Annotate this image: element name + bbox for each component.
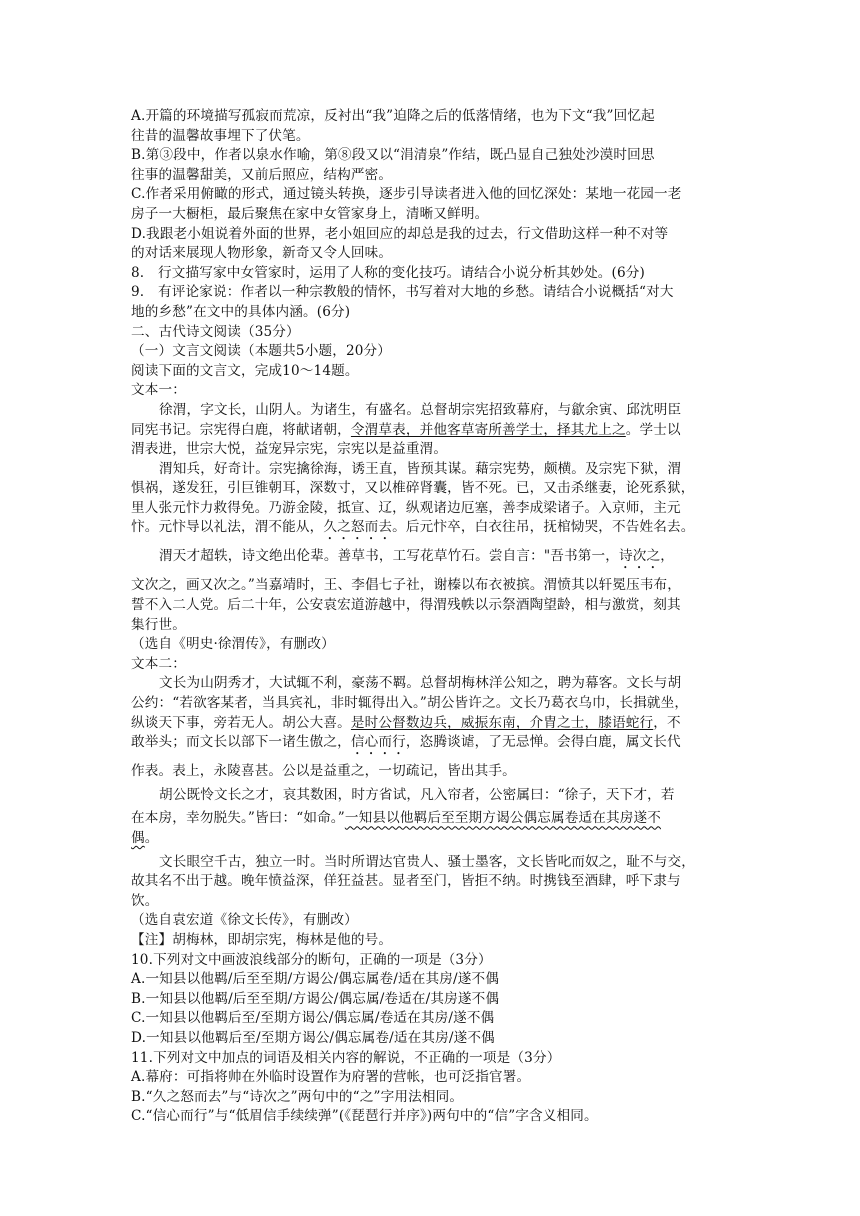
text-line: C.作者采用俯瞰的形式，通过镜头转换，逐步引导读者进入他的回忆深处：某地一花园一老 bbox=[131, 186, 682, 203]
text-line bbox=[131, 421, 731, 441]
text-line: 文次之，画又次之。”当嘉靖时，王、李倡七子社，谢榛以布衣被摈。渭愤其以轩冕压韦布， bbox=[131, 577, 682, 594]
underlined-sentence: 令渭草表，并他客草寄所善学士，择其尤上之 bbox=[350, 421, 626, 438]
text1-paragraph-1 bbox=[131, 401, 731, 460]
text-line: 文长为山阴秀才，大试辄不利，豪荡不羁。总督胡梅林洋公知之，聘为幕客。文长与胡 bbox=[159, 675, 682, 692]
option-c: C.“信心而行”与“低眉信手续续弹”(《琵琶行并序》)两句中的“信”字含义相同。 bbox=[131, 1108, 598, 1125]
q7-option-a bbox=[131, 107, 731, 146]
page-content bbox=[131, 107, 731, 1127]
question-9 bbox=[131, 283, 731, 322]
text-line: 饮。 bbox=[131, 892, 159, 909]
text-line: 作表。表上，永陵喜甚。公以是益重之，一切疏记，皆出其手。 bbox=[131, 763, 516, 780]
text-line: 公约：“若欲客某者，当具宾礼，非时辄得出入。”胡公皆许之。文长乃葛衣乌巾，长揖就坐， bbox=[131, 695, 689, 712]
question-stem: 11.下列对文中加点的词语及相关内容的解说，不正确的一项是（3分） bbox=[131, 1049, 561, 1066]
text-line bbox=[131, 518, 731, 543]
option-a: A.一知县以他羁/后至至期/方谒公/偶忘属卷/适在其房/遂不偶 bbox=[131, 971, 499, 988]
text-span: ， bbox=[660, 548, 674, 565]
underlined-sentence: 是时公督数边兵，威振东南，介胄之士，膝语蛇行 bbox=[350, 714, 654, 731]
text-line: 9. 有评论家说：作者以一种宗教般的情怀，书写着对大地的乡愁。请结合小说概括“对大 bbox=[131, 284, 674, 301]
text-line: 房子一大橱柜，最后聚焦在家中女管家身上，清晰又鲜明。 bbox=[131, 205, 489, 222]
text-span: 同宪书记。宗宪得白鹿，将献诸朝， bbox=[131, 421, 351, 438]
text-span: 敢举头；而文长以部下一诸生傲之， bbox=[131, 734, 351, 751]
text-span: 纵谈天下事，旁若无人。胡公大喜。 bbox=[131, 714, 351, 731]
text-line: D.我跟老小姐说着外面的世界，老小姐回应的却总是我的过去，行文借助这样一种不对等 bbox=[131, 225, 669, 242]
text-line: 的对话来展现人物形象，新奇又令人回味。 bbox=[131, 245, 393, 262]
question-stem: 10.下列对文中画波浪线部分的断句，正确的一项是（3分） bbox=[131, 951, 492, 968]
option-b: B.一知县以他羁/后至至期/方谒公/偶忘属/卷适在/其房遂不偶 bbox=[131, 990, 500, 1007]
text2-paragraph-3 bbox=[131, 853, 731, 912]
option-b: B.“久之怒而去”与“诗次之”两句中的“之”字用法相同。 bbox=[131, 1088, 464, 1105]
source-citation: （选自袁宏道《徐文长传》，有删改） bbox=[131, 912, 358, 929]
text-line: 誓不入二人党。后二十年，公安袁宏道游越中，得渭残帙以示祭酒陶望龄，相与激赏，刻其 bbox=[131, 597, 681, 614]
question-11 bbox=[131, 1049, 731, 1127]
text-span: 。学士以 bbox=[625, 421, 681, 438]
text-span: ，恣腾谈谑，了无忌惮。会得白鹿，属文长代 bbox=[405, 734, 681, 751]
text-span: 。后元忭卒，白衣往吊，抚棺恸哭，不告姓名去。 bbox=[392, 519, 695, 536]
q7-option-c bbox=[131, 185, 731, 224]
text2-paragraph-1 bbox=[131, 674, 731, 781]
text-line: 集行世。 bbox=[131, 616, 186, 633]
text1-paragraph-2 bbox=[131, 460, 731, 544]
question-8: 8. 行文描写家中女管家时，运用了人称的变化技巧。请结合小说分析其妙处。(6分) bbox=[131, 264, 646, 281]
text-span: 在本房，幸勿脱失。”皆曰：“如命。” bbox=[131, 810, 345, 827]
wavy-underlined-sentence: 偶 bbox=[131, 830, 145, 846]
text-line: 渭知兵，好奇计。宗宪擒徐海，诱王直，皆预其谋。藉宗宪势，颇横。及宗宪下狱，渭 bbox=[159, 460, 682, 477]
q7-option-b bbox=[131, 146, 731, 185]
dotted-phrase: 信心而行 bbox=[350, 734, 406, 751]
text1-label: 文本一： bbox=[131, 382, 186, 399]
text-span: 忭。元忭导以礼法，渭不能从， bbox=[131, 519, 324, 536]
text-line: 里人张元忭力救得免。乃游金陵，抵宣、辽，纵观诸边厄塞，善李成梁诸子。入京师，主元 bbox=[131, 499, 681, 516]
text-line: 惧祸，遂发狂，引巨锥朝耳，深数寸，又以椎碎肾囊，皆不死。已，又击杀继妻，论死系狱， bbox=[131, 480, 695, 497]
question-10 bbox=[131, 951, 731, 1049]
section-heading: 二、古代诗文阅读（35分） bbox=[131, 323, 300, 340]
text-line bbox=[131, 547, 731, 572]
dotted-phrase: 久之怒而去 bbox=[323, 519, 393, 536]
text-line: A.开篇的环境描写孤寂而荒凉，反衬出“我”迫降之后的低落情绪，也为下文“我”回忆起 bbox=[131, 108, 655, 124]
option-a: A.幕府：可指将帅在外临时设置作为府署的营帐，也可泛指官署。 bbox=[131, 1069, 531, 1086]
text-line: 渭表进，世宗大悦，益宠异宗宪，宗宪以是益重渭。 bbox=[131, 441, 448, 458]
text-line: 胡公既怜文长之才，哀其数困，时方省试，凡入帘者，公密属曰：“徐子，天下才，若 bbox=[159, 786, 675, 803]
text-line: B.第③段中，作者以泉水作喻，第⑧段又以“涓清泉”作结，既凸显自己独处沙漠时回思 bbox=[131, 147, 655, 164]
text-line: 故其名不出于越。晚年愤益深，佯狂益甚。显者至门，皆拒不纳。时携钱至酒肆，呼下隶与 bbox=[131, 873, 681, 890]
reading-instruction: 阅读下面的文言文，完成10～14题。 bbox=[131, 362, 359, 379]
text-line bbox=[131, 829, 731, 849]
wavy-underlined-sentence: 一知县以他羁后至至期方谒公偶忘属卷适在其房遂不 bbox=[344, 810, 661, 827]
option-d: D.一知县以他羁后至/至期方谒公/偶忘属卷/适在其房/遂不偶 bbox=[131, 1029, 495, 1046]
text2-label: 文本二： bbox=[131, 655, 186, 672]
text-line bbox=[131, 714, 731, 734]
dotted-phrase: 诗次之 bbox=[618, 548, 661, 565]
q7-option-d bbox=[131, 225, 731, 264]
text2-paragraph-2 bbox=[131, 786, 731, 849]
text-span: 。 bbox=[144, 830, 159, 846]
subsection-heading: （一）文言文阅读（本题共5小题，20分） bbox=[131, 343, 392, 360]
text-line: 往事的温馨甜美，又前后照应，结构严密。 bbox=[131, 166, 393, 183]
text-line: 徐渭，字文长，山阴人。为诸生，有盛名。总督胡宗宪招致幕府，与歙余寅、邱沈明臣 bbox=[159, 401, 682, 418]
text-span: 渭天才超轶，诗文绝出伦辈。善草书，工写花草竹石。尝自言："吾书第一， bbox=[159, 548, 619, 565]
text-line: 往昔的温馨故事埋下了伏笔。 bbox=[131, 127, 310, 144]
text1-paragraph-3 bbox=[131, 547, 731, 635]
annotation-note: 【注】胡梅林，即胡宗宪，梅林是他的号。 bbox=[131, 931, 393, 948]
text-line bbox=[131, 809, 731, 829]
text-line: 文长眼空千古，独立一时。当时所谓达官贵人、骚士墨客，文长皆叱而奴之，耻不与交， bbox=[159, 853, 696, 870]
text-line bbox=[131, 733, 731, 758]
text-line: 地的乡愁”在文中的具体内涵。(6分) bbox=[131, 303, 351, 320]
source-citation: （选自《明史·徐渭传》，有删改） bbox=[131, 636, 335, 653]
option-c: C.一知县以他羁后至/至期方谒公/偶忘属/卷适在其房/遂不偶 bbox=[131, 1010, 495, 1027]
text-span: ，不 bbox=[653, 714, 681, 731]
